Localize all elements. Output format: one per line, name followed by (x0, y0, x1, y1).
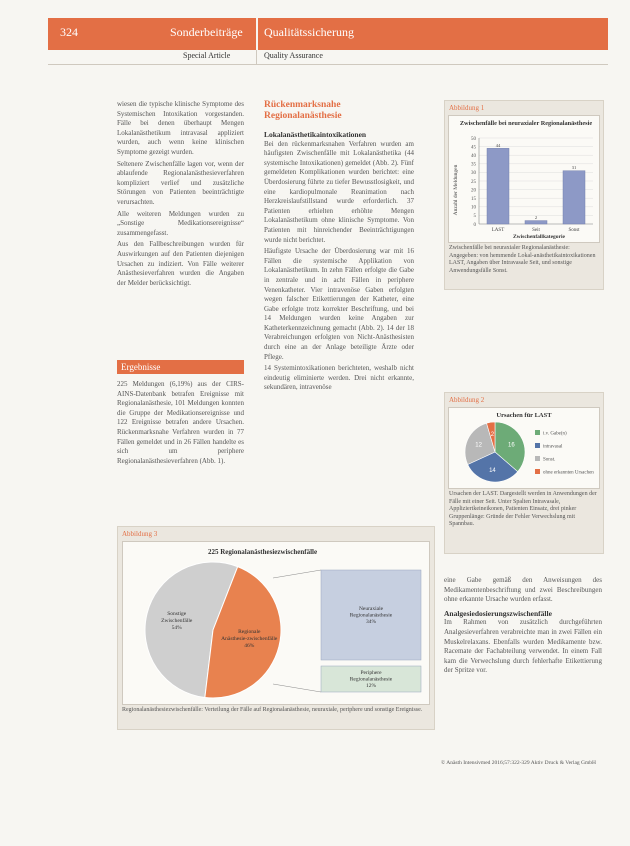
x-tick-label: Seit (532, 228, 540, 233)
header-divider (256, 18, 258, 50)
y-tick-label: 40 (471, 154, 476, 159)
breakdown-label: Regionalanästhesie (349, 612, 393, 619)
subtitle-right: Quality Assurance (264, 51, 323, 60)
figure-1 (444, 100, 604, 290)
paragraph: 225 Meldungen (6,19%) aus der CIRS-AINS-Datenbank betrafen Ereignisse mit Regionalanästhesie, 101 Meldungen konnten die Gruppe der Medikationsereignisse und 122 Ereignisse betrafen andere Ursachen. Rückenmarksnahe Verfahren wurden in 77 Fällen gemeldet und in 26 Fällen handelte es sich um periphere Regionalanästhesieverfahren (Abb. 1). (117, 380, 244, 465)
paragraph: Seltenere Zwischenfälle lagen vor, wenn der ablaufende Regionalanästhesieverfahren kompliziert verlief und zusätzliche Störungen von Patienten beeinträchtigte verursachten. (117, 159, 244, 206)
legend-swatch (535, 469, 540, 474)
footer: © Anästh Intensivmed 2016;57:322-329 Aktiv Druck & Verlag GmbH (441, 760, 597, 766)
y-tick-label: 10 (471, 205, 476, 211)
bar (487, 148, 509, 224)
legend-swatch (535, 456, 540, 461)
figure-label: Abbildung 3 (122, 530, 158, 538)
breakdown-label: Periphere (360, 670, 382, 676)
column-1-text (117, 100, 244, 290)
y-tick-label: 25 (471, 179, 476, 185)
y-tick-label: 15 (471, 197, 476, 202)
pie-chart (123, 542, 429, 704)
x-tick-label: LAST (491, 228, 505, 233)
pie-chart (449, 408, 599, 488)
y-tick-label: 35 (471, 162, 476, 168)
figure-panel (448, 407, 600, 489)
section-heading-results: Ergebnisse (117, 360, 244, 374)
section-title-right: Qualitätssicherung (264, 25, 354, 39)
breakdown-label: 12% (365, 683, 377, 689)
paragraph: eine Gabe gemäß den Anweisungen des Medikamentenbeschriftung und zwei Beschreibungen ohne erkannte Ursache wurden erfasst. (444, 576, 602, 604)
legend-swatch (535, 443, 540, 448)
y-tick-label: 45 (471, 145, 476, 151)
figure-3 (117, 526, 435, 730)
figure-2 (444, 392, 604, 554)
y-tick-label: 50 (471, 136, 476, 142)
bar (525, 221, 547, 224)
breakdown-label: Neuraxiale (358, 606, 384, 612)
column-2-heading: Rückenmarksnahe Regionalanästhesie (264, 100, 342, 121)
legend-label: i.v. Gabe(n) (543, 431, 567, 437)
data-label: 2 (534, 215, 538, 221)
paragraph: wiesen die typische klinische Symptome des Systemischen Intoxikation vorgestanden. Fälle bei denen überhaupt Mengen Lokalanästhetikum intravasal appliziert wurden, auch wenn keine klinischen Symptome gezeigt wurden. (117, 100, 244, 156)
legend-label: Sonst. (543, 457, 556, 463)
chart-title: Ursachen für LAST (496, 412, 552, 419)
subheading: Analgesiedosierungszwischenfälle (444, 608, 552, 618)
subheading: Lokalanästhetikaintoxikationen (264, 130, 367, 139)
data-label: 44 (495, 142, 501, 148)
chart-title: Zwischenfälle bei neuraxialer Regionalanästhesie (459, 120, 593, 127)
figure-caption: Ursachen der LAST. Dargestellt werden in Anwendungen der Fälle mit einer Seit. Unter Spalten Intravasale, Appliziertkeineikonen, Patienten Einsatz, drei pinker Gruppenlänge: Gründe der Fehler Verwechslung mit Spannbau. (449, 491, 597, 527)
slice-value-label: 2 (490, 432, 495, 439)
y-tick-label: 0 (473, 222, 476, 228)
slice-label: 46% (244, 643, 255, 650)
column-3-text (444, 576, 602, 678)
x-tick-label: Sonst (568, 228, 580, 233)
slice-value-label: 16 (508, 442, 515, 449)
bar (563, 171, 585, 224)
figure-panel (122, 541, 430, 705)
slice-label: Sonstige (167, 610, 187, 617)
paragraph: Im Rahmen von zusätzlich durchgeführten Analgesieverfahren verabreichte man in zwei Fällen ein Muskelrelaxans. Ebenfalls wurden Medikamente bzw. Racemate der Fachabteilung verwendet. In einem Fall kam die Verwechslung durch fehlerhafte Etikettierung der Spritze vor. (444, 618, 602, 675)
paragraph: 14 Systemintoxikationen berichteten, weshalb nicht eindeutig eliminierte werden. Drei nicht erkannte, sekundären, intravenöse (264, 364, 414, 392)
legend-label: intravasal (543, 444, 563, 450)
paragraph: Alle weiteren Meldungen wurden zu „Sonstige Medikationsereignisse“ zusammengefasst. (117, 209, 244, 237)
breakdown-label: Regionalanästhesie (349, 676, 393, 683)
figure-label: Abbildung 1 (449, 104, 485, 112)
slice-label: Anästhesie-zwischenfälle (221, 636, 278, 643)
section-title-left: Sonderbeiträge (170, 25, 243, 39)
subtitle-left: Special Article (183, 51, 231, 60)
bar-chart (449, 116, 599, 242)
subtitle-divider (256, 50, 257, 64)
figure-caption: Regionalanästhesiezwischenfälle: Verteilung der Fälle auf Regionalanästhesie, neuraxiale, periphere und sonstige Ereignisse. (122, 707, 423, 713)
paragraph: Häufigste Ursache der Überdosierung war mit 16 Fällen die systemische Applikation von Lokalanästhetikum. In zehn Fällen erfolgte die Gabe in zentrale und in acht Fällen in periphere Venenkatheter. Vier intravenöse Gaben erfolgten wegen falscher Etikettierungen der Katheter, eine Gabe erfolgte trotz korrekter Beschriftung, und bei 14 Meldungen wurden keine Angaben zur Katheterkennzeichnung gemacht (Abb. 2). 14 der 18 Verabreichungen erfolgten von Nicht-Anästhesisten durch eine an der Anlage beteiligte Ärzte oder Pflege. (264, 247, 414, 361)
figure-panel (448, 115, 600, 243)
y-axis-label: Anzahl der Meldungen (453, 164, 459, 216)
legend-label: ohne erkannten Ursachen (543, 470, 594, 476)
paragraph: Bei den rückenmarksnahen Verfahren wurden am häufigsten Zwischenfälle mit Lokalanästhetika (44 systemische Intoxikationen) gemeldet (Abb. 2). Fünf gemeldeten Komplikationen wurden berichtet: eine Überdosierung führte zu tiefer Bewusstlosigkeit, und eine kardiopulmonale Reanimation nach Herzkreislaufstillstand wurde erforderlich. 37 Patienten erhielten erhöhte Mengen Lokalanästhetikum ohne klinische Symptome. Von Patienten mit hinreichender Beeinträchtigungen wurde nicht berichtet. (264, 139, 414, 244)
y-tick-label: 20 (471, 188, 476, 194)
slice-label: Regionale (238, 629, 261, 636)
slice-label: 54% (171, 624, 182, 631)
data-label: 31 (571, 165, 577, 171)
paragraph: Aus den Fallbeschreibungen wurden für Auswirkungen auf den Patienten diejenigen Ursachen zu indiziert. Von Fälle weiterer Anästhesieverfahren wurden die Angaben der Melder berücksichtigt. (117, 240, 244, 287)
breakdown-label: 34% (365, 619, 377, 625)
connector-line (273, 684, 321, 692)
subtitle-rule (48, 64, 608, 65)
column-2-text (264, 130, 414, 395)
slice-value-label: 12 (475, 442, 482, 449)
y-tick-label: 5 (473, 214, 476, 220)
figure-caption: Zwischenfälle bei neuraxialer Regionalanästhesie: Angegeben: von hemmende Lokal-anästhetikaintoxikationen LAST, Angaben über Intravasale Seit, und sonstige Anwendungsfälle Sonst. (449, 245, 596, 274)
legend-swatch (535, 430, 540, 435)
slice-value-label: 14 (489, 467, 496, 474)
slice-label: Zwischenfälle (161, 617, 193, 624)
chart-title: 225 Regionalanästhesiezwischenfälle (208, 548, 318, 556)
figure-label: Abbildung 2 (449, 396, 485, 404)
page-number: 324 (60, 25, 78, 39)
x-axis-label: Zwischenfallkategorie (513, 234, 565, 240)
results-text (117, 380, 244, 468)
y-tick-label: 30 (471, 171, 476, 177)
connector-line (273, 570, 321, 578)
